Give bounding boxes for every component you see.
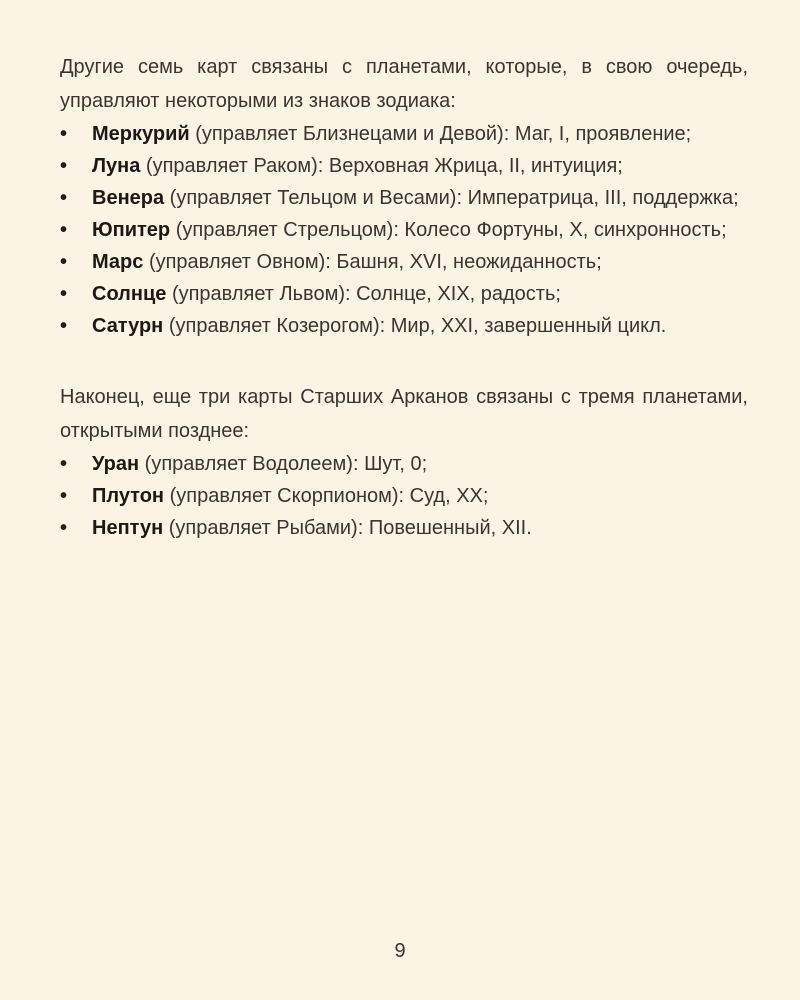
bullet-icon: • xyxy=(60,123,68,145)
list-item xyxy=(60,448,748,480)
bullet-icon: • xyxy=(60,517,68,539)
list-item xyxy=(60,150,748,182)
planet-list-1 xyxy=(60,118,748,342)
planet-description: (управляет Козерогом): Мир, XXI, завершенный цикл. xyxy=(168,315,667,337)
planet-name: Солнце xyxy=(92,283,167,305)
list-item xyxy=(60,512,748,544)
planet-description: (управляет Скорпионом): Суд, XX; xyxy=(169,485,489,507)
planet-description: (управляет Раком): Верховная Жрица, II, интуиция; xyxy=(145,155,623,177)
planet-description: (управляет Рыбами): Повешенный, XII. xyxy=(168,517,532,539)
planet-name: Юпитер xyxy=(92,219,171,241)
section2-intro: Наконец, еще три карты Старших Арканов связаны с тремя планетами, открытыми позднее: xyxy=(60,386,748,442)
bullet-icon: • xyxy=(60,187,68,209)
planet-description: (управляет Львом): Солнце, XIX, радость; xyxy=(171,283,561,305)
list-item xyxy=(60,182,748,214)
section-spacer xyxy=(60,342,748,380)
planet-name: Нептун xyxy=(92,517,164,539)
list-item xyxy=(60,480,748,512)
planet-name: Марс xyxy=(92,251,144,273)
planet-description: (управляет Овном): Башня, XVI, неожиданность; xyxy=(148,251,602,273)
planet-description: (управляет Близнецами и Девой): Маг, I, проявление; xyxy=(195,123,692,145)
planet-description: (управляет Стрельцом): Колесо Фортуны, X, синхронность; xyxy=(175,219,727,241)
planet-list-2 xyxy=(60,448,748,544)
bullet-icon: • xyxy=(60,155,68,177)
page-number: 9 xyxy=(394,940,406,962)
bullet-icon: • xyxy=(60,315,68,337)
section1-intro: Другие семь карт связаны с планетами, которые, в свою очередь, управляют некоторыми из знаков зодиака: xyxy=(60,56,748,112)
bullet-icon: • xyxy=(60,219,68,241)
page-content xyxy=(60,50,748,544)
bullet-icon: • xyxy=(60,453,68,475)
list-item xyxy=(60,278,748,310)
planet-name: Уран xyxy=(92,453,140,475)
bullet-icon: • xyxy=(60,283,68,305)
planet-description: (управляет Тельцом и Весами): Императрица, III, поддержка; xyxy=(169,187,739,209)
bullet-icon: • xyxy=(60,485,68,507)
bullet-icon: • xyxy=(60,251,68,273)
planet-name: Плутон xyxy=(92,485,165,507)
planet-name: Меркурий xyxy=(92,123,190,145)
planet-name: Луна xyxy=(92,155,141,177)
planet-description: (управляет Водолеем): Шут, 0; xyxy=(144,453,428,475)
list-item xyxy=(60,310,748,342)
list-item xyxy=(60,214,748,246)
list-item xyxy=(60,118,748,150)
planet-name: Венера xyxy=(92,187,165,209)
list-item xyxy=(60,246,748,278)
planet-name: Сатурн xyxy=(92,315,164,337)
